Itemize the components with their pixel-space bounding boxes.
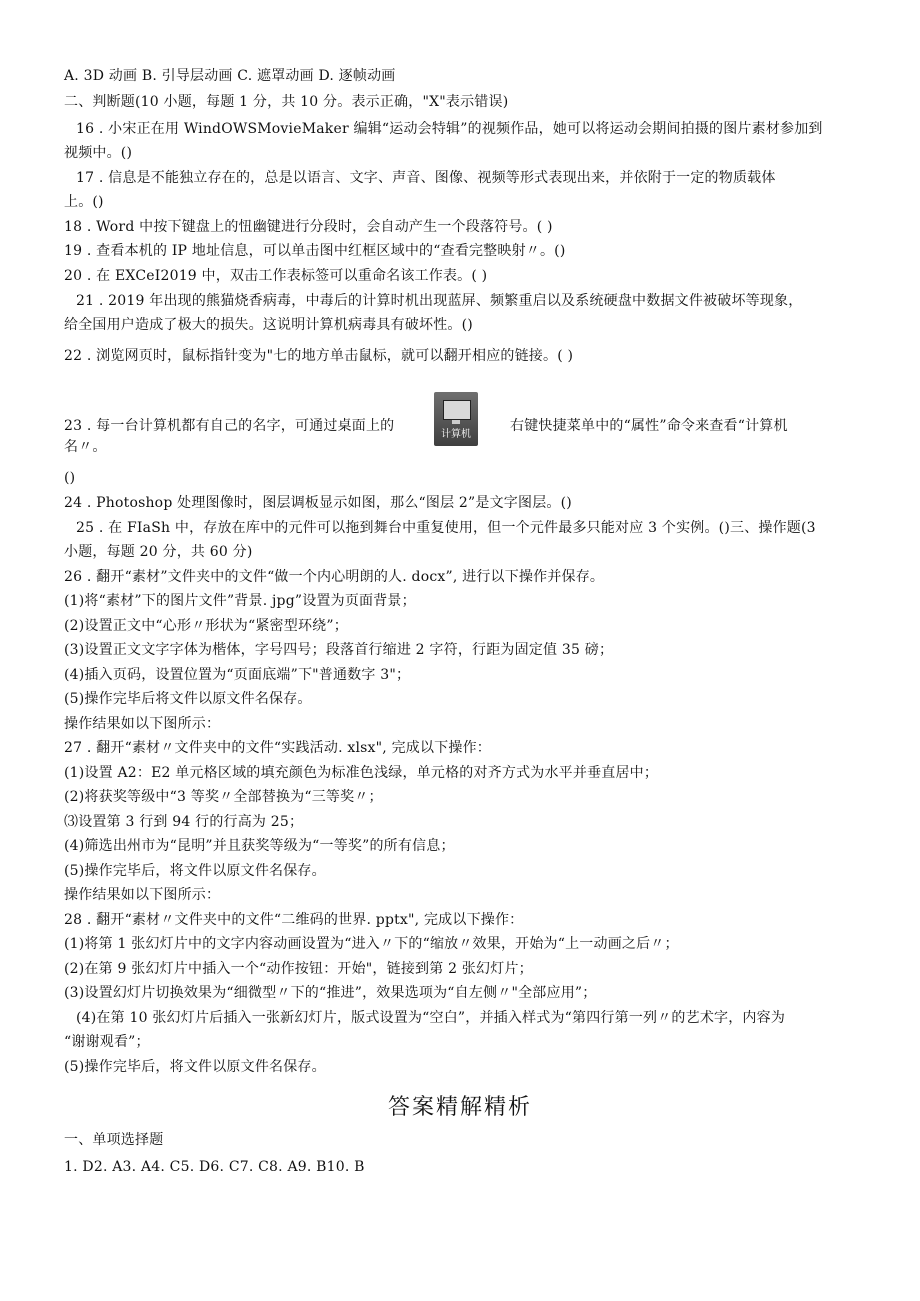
computer-icon-label: 计算机 — [441, 429, 471, 440]
q27-result-note: 操作结果如以下图所示： — [64, 887, 221, 903]
q28-step-3: (3)设置幻灯片切换效果为“细微型〃下的“推进”，效果选项为“自左侧〃"全部应用”； — [64, 985, 597, 1001]
question-18: 18 . Word 中按下键盘上的忸幽键进行分段时，会自动产生一个段落符号。( ) — [64, 219, 553, 235]
q26-step-4: (4)插入页码，设置位置为“页面底端”下"普通数字 3"； — [64, 667, 411, 683]
question-23-answer: () — [64, 470, 76, 486]
question-27: 27 . 翻开“素材〃文件夹中的文件“实践活动. xlsx", 完成以下操作： — [64, 740, 491, 756]
question-21: 21 . 2019 年出现的熊猫烧香病毒，中毒后的计算时机出现蓝屏、频繁重启以及系统硬盘中数据文件被破坏等现象， — [76, 293, 803, 309]
question-16: 16 . 小宋正在用 WindOWSMovieMaker 编辑“运动会特辑”的视频作品，她可以将运动会期间拍摄的图片素材参加到 — [76, 121, 823, 137]
answer-options-line: A. 3D 动画 B. 引导层动画 C. 遮罩动画 D. 逐帧动画 — [64, 68, 396, 84]
question-26: 26 . 翻开“素材”文件夹中的文件“做一个内心明朗的人. docx”, 进行以下操作并保存。 — [64, 569, 605, 585]
q26-step-3: (3)设置正文文字字体为楷体，字号四号；段落首行缩进 2 字符，行距为固定值 35 磅； — [64, 642, 614, 658]
question-24: 24 . Photoshop 处理图像时，图层调板显示如图，那么“图层 2”是文字图层。() — [64, 495, 572, 511]
q26-step-2: (2)设置正文中“心形〃形状为“紧密型环绕”； — [64, 618, 348, 634]
question-25: 25 . 在 FIaSh 中，存放在库中的元件可以拖到舞台中重复使用，但一个元件最多只能对应 3 个实例。()三、操作题(3 — [76, 520, 816, 536]
q26-step-5: (5)操作完毕后将文件以原文件名保存。 — [64, 691, 312, 707]
question-17-cont: 上。() — [64, 194, 104, 210]
question-19: 19 . 查看本机的 IP 地址信息，可以单击图中红框区域中的“查看完整映射〃。() — [64, 243, 566, 259]
monitor-screen — [443, 400, 471, 420]
q27-step-1: (1)设置 A2：E2 单元格区域的填充颜色为标准色浅绿，单元格的对齐方式为水平并垂直居中； — [64, 765, 659, 781]
q28-step-1: (1)将第 1 张幻灯片中的文字内容动画设置为“进入〃下的“缩放〃效果，开始为“上一动画之后〃； — [64, 936, 679, 952]
question-23: 23 . 每一台计算机都有自己的名字，可通过桌面上的 — [64, 418, 395, 434]
q28-step-4-cont: “谢谢观看”； — [64, 1034, 150, 1050]
section-heading-operation: 小题，每题 20 分，共 60 分) — [64, 544, 253, 560]
q28-step-2: (2)在第 9 张幻灯片中插入一个“动作按钮：开始"，链接到第 2 张幻灯片； — [64, 961, 533, 977]
answer-key-single-choice: 1. D2. A3. A4. C5. D6. C7. C8. A9. B10. B — [64, 1159, 365, 1175]
q26-result-note: 操作结果如以下图所示： — [64, 716, 221, 732]
question-23-cont: 名〃。 — [64, 439, 107, 455]
question-21-cont: 给全国用户造成了极大的损失。这说明计算机病毒具有破坏性。() — [64, 317, 473, 333]
answer-section-title: 答案精解精析 — [387, 1095, 532, 1120]
question-17: 17 . 信息是不能独立存在的，总是以语言、文字、声音、图像、视频等形式表现出来，并依附于一定的物质载体 — [76, 170, 776, 186]
question-28: 28 . 翻开“素材〃文件夹中的文件“二维码的世界. pptx", 完成以下操作： — [64, 912, 524, 928]
section-heading-judgement: 二、判断题(10 小题，每题 1 分，共 10 分。表示正确，"X"表示错误) — [64, 94, 509, 110]
answer-heading-single-choice: 一、单项选择题 — [64, 1132, 164, 1148]
q28-step-5: (5)操作完毕后，将文件以原文件名保存。 — [64, 1059, 326, 1075]
monitor-stand — [452, 420, 460, 424]
q28-step-4: (4)在第 10 张幻灯片后插入一张新幻灯片，版式设置为“空白”，并插入样式为“第四行第一列〃的艺术字，内容为 — [76, 1010, 786, 1026]
q27-step-3: ⑶设置第 3 行到 94 行的行高为 25； — [64, 814, 304, 830]
question-23-after-icon: 右键快捷菜单中的“属性”命令来查看“计算机 — [510, 418, 788, 434]
q27-step-4: (4)筛选出州市为“昆明”并且获奖等级为“一等奖”的所有信息； — [64, 838, 455, 854]
question-20: 20 . 在 EXCeI2019 中，双击工作表标签可以重命名该工作表。( ) — [64, 268, 488, 284]
question-16-cont: 视频中。() — [64, 145, 133, 161]
q26-step-1: (1)将“素材”下的图片文件”背景. jpg”设置为页面背景； — [64, 593, 416, 609]
q27-step-5: (5)操作完毕后，将文件以原文件名保存。 — [64, 863, 326, 879]
question-22: 22 . 浏览网页时，鼠标指针变为"七的地方单击鼠标，就可以翻开相应的链接。( ) — [64, 348, 574, 364]
q27-step-2: (2)将获奖等级中“3 等奖〃全部替换为“三等奖〃； — [64, 789, 383, 805]
computer-icon — [434, 392, 478, 446]
